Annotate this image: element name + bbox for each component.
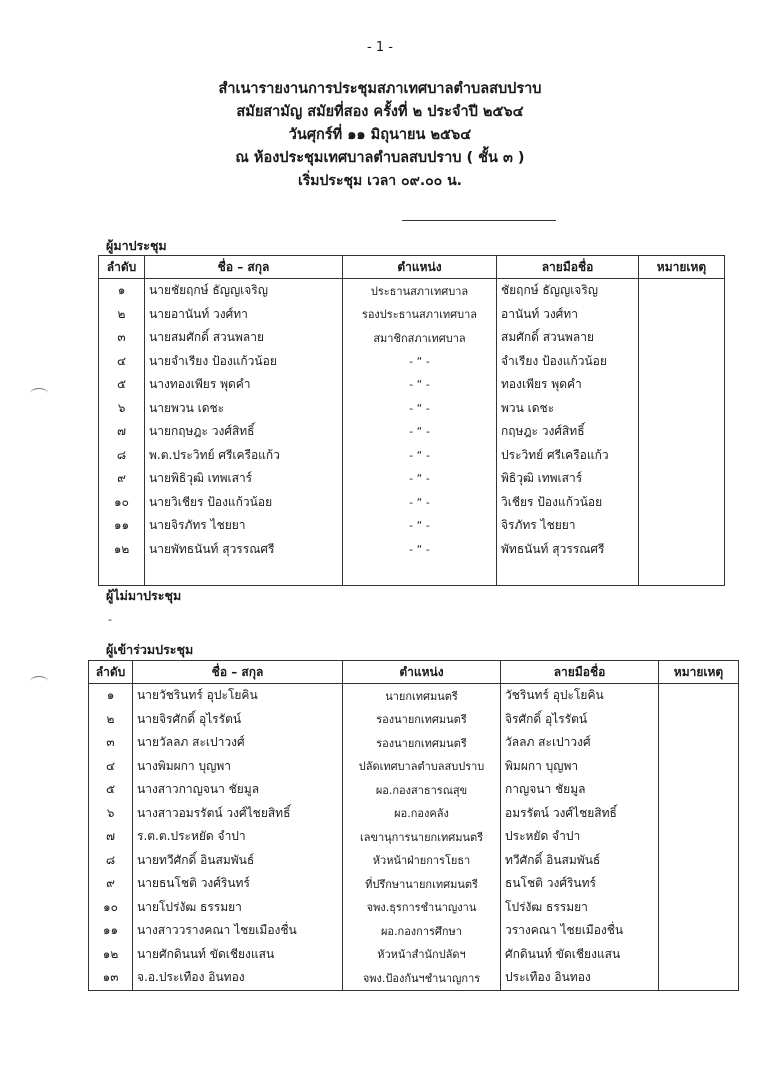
position-title-cell: - “ - xyxy=(343,397,497,421)
table-row xyxy=(89,755,739,779)
position-title-cell: - “ - xyxy=(343,350,497,374)
position-title-cell: ผอ.กองสาธารณสุข xyxy=(343,778,501,802)
position-title-cell: - “ - xyxy=(343,420,497,444)
remarks-cell xyxy=(659,802,739,826)
row-number-cell: ๘ xyxy=(99,444,145,468)
table-row xyxy=(89,966,739,990)
remarks-cell xyxy=(659,849,739,873)
column-header-number: ลำดับ xyxy=(89,661,133,684)
remarks-cell xyxy=(659,872,739,896)
table-row xyxy=(89,802,739,826)
remarks-cell xyxy=(659,966,739,990)
header-start-time: เริ่มประชุม เวลา ๐๙.๐๐ น. xyxy=(298,173,462,189)
remarks-cell xyxy=(659,755,739,779)
table-row xyxy=(99,467,725,491)
row-number-cell: ๘ xyxy=(89,849,133,873)
remarks-cell xyxy=(659,825,739,849)
person-name-cell: ร.ต.ต.ประหยัด จำปา xyxy=(133,825,343,849)
signature-cell: โปร่งัฒ ธรรมยา xyxy=(501,896,659,920)
signature-cell: จำเรียง ป้องแก้วน้อย xyxy=(497,350,639,374)
signature-cell: พวน เดชะ xyxy=(497,397,639,421)
signature-cell: อมรรัตน์ วงศ์ไชยสิทธิ์ xyxy=(501,802,659,826)
person-name-cell: นายชัยฤกษ์ ธัญญเจริญ xyxy=(145,279,343,303)
signature-cell: ศักดินนท์ ขัดเชียงแสน xyxy=(501,943,659,967)
person-name-cell: นางสาวกาญจนา ชัยมูล xyxy=(133,778,343,802)
remarks-cell xyxy=(659,684,739,708)
row-number-cell: ๕ xyxy=(99,373,145,397)
attendees-table xyxy=(98,255,725,586)
person-name-cell: นางสาววรางคณา ไชยเมืองชื่น xyxy=(133,919,343,943)
signature-cell: อานันท์ วงศ์ทา xyxy=(497,303,639,327)
remarks-cell xyxy=(639,444,725,468)
table-row xyxy=(89,731,739,755)
table-row xyxy=(89,919,739,943)
person-name-cell: นายจิรศักดิ์ อุไรรัตน์ xyxy=(133,708,343,732)
remarks-cell xyxy=(659,731,739,755)
table-row xyxy=(89,943,739,967)
table-row xyxy=(99,279,725,303)
position-title-cell: ผอ.กองการศึกษา xyxy=(343,919,501,943)
position-title-cell: ปลัดเทศบาลตำบลสบปราบ xyxy=(343,755,501,779)
position-title-cell: หัวหน้าฝ่ายการโยธา xyxy=(343,849,501,873)
signature-cell: วัลลภ สะเปาวงศ์ xyxy=(501,731,659,755)
row-number-cell: ๕ xyxy=(89,778,133,802)
remarks-cell xyxy=(639,326,725,350)
remarks-cell xyxy=(659,708,739,732)
position-title-cell: จพง.ธุรการชำนาญงาน xyxy=(343,896,501,920)
row-number-cell: ๔ xyxy=(89,755,133,779)
row-number-cell: ๓ xyxy=(89,731,133,755)
person-name-cell: นายวิเชียร ป้องแก้วน้อย xyxy=(145,491,343,515)
header-session: สมัยสามัญ สมัยที่สอง ครั้งที่ ๒ ประจำปี ๒๕๖๔ xyxy=(236,104,524,120)
table-row xyxy=(99,303,725,327)
remarks-cell xyxy=(659,919,739,943)
header-date: วันศุกร์ที่ ๑๑ มิถุนายน ๒๕๖๔ xyxy=(288,127,472,143)
blank-cell xyxy=(343,561,497,585)
row-number-cell: ๔ xyxy=(99,350,145,374)
person-name-cell: นายทวีศักดิ์ อินสมพันธ์ xyxy=(133,849,343,873)
person-name-cell: นายวัชรินทร์ อุปะโยคิน xyxy=(133,684,343,708)
row-number-cell: ๗ xyxy=(89,825,133,849)
position-title-cell: รองประธานสภาเทศบาล xyxy=(343,303,497,327)
position-title-cell: สมาชิกสภาเทศบาล xyxy=(343,326,497,350)
signature-cell: วิเชียร ป้องแก้วน้อย xyxy=(497,491,639,515)
table-header-row xyxy=(89,661,739,684)
person-name-cell: นายวัลลภ สะเปาวงศ์ xyxy=(133,731,343,755)
position-title-cell: เลขานุการนายกเทศมนตรี xyxy=(343,825,501,849)
person-name-cell: นายจิรภัทร ไชยยา xyxy=(145,514,343,538)
signature-cell: กฤษฎะ วงศ์สิทธิ์ xyxy=(497,420,639,444)
person-name-cell: นายพัทธนันท์ สุวรรณศรี xyxy=(145,538,343,562)
person-name-cell: นางสาวอมรรัตน์ วงศ์ไชยสิทธิ์ xyxy=(133,802,343,826)
table-row xyxy=(99,373,725,397)
table-row xyxy=(99,514,725,538)
row-number-cell: ๑๑ xyxy=(89,919,133,943)
column-header-remarks: หมายเหตุ xyxy=(659,661,739,684)
table-header-row xyxy=(99,256,725,279)
position-title-cell: รองนายกเทศมนตรี xyxy=(343,708,501,732)
participants-table xyxy=(88,660,739,991)
person-name-cell: จ.อ.ประเทือง อินทอง xyxy=(133,966,343,990)
table-row xyxy=(99,397,725,421)
table-row xyxy=(89,849,739,873)
header-divider xyxy=(402,220,556,221)
position-title-cell: - “ - xyxy=(343,491,497,515)
absent-entry: - xyxy=(108,613,112,626)
remarks-cell xyxy=(639,538,725,562)
table-row xyxy=(89,872,739,896)
signature-cell: จิรศักดิ์ อุไรรัตน์ xyxy=(501,708,659,732)
hole-punch-mark xyxy=(30,388,48,399)
remarks-cell xyxy=(639,467,725,491)
blank-cell xyxy=(639,561,725,585)
position-title-cell: ผอ.กองคลัง xyxy=(343,802,501,826)
person-name-cell: นายพวน เดชะ xyxy=(145,397,343,421)
person-name-cell: นายสมศักดิ์ สวนพลาย xyxy=(145,326,343,350)
row-number-cell: ๖ xyxy=(99,397,145,421)
signature-cell: จิรภัทร ไชยยา xyxy=(497,514,639,538)
hole-punch-mark xyxy=(30,676,48,687)
person-name-cell: นายศักดินนท์ ขัดเชียงแสน xyxy=(133,943,343,967)
signature-cell: ชัยฤกษ์ ธัญญเจริญ xyxy=(497,279,639,303)
row-number-cell: ๑ xyxy=(99,279,145,303)
person-name-cell: นางพิมผกา บุญพา xyxy=(133,755,343,779)
table-row xyxy=(89,684,739,708)
row-number-cell: ๙ xyxy=(99,467,145,491)
column-header-signature: ลายมือชื่อ xyxy=(501,661,659,684)
remarks-cell xyxy=(659,896,739,920)
person-name-cell: นายธนโชติ วงศ์รินทร์ xyxy=(133,872,343,896)
signature-cell: พิมผกา บุญพา xyxy=(501,755,659,779)
header-venue: ณ ห้องประชุมเทศบาลตำบลสบปราบ ( ชั้น ๓ ) xyxy=(235,150,525,166)
signature-cell: ประเทือง อินทอง xyxy=(501,966,659,990)
table-row-blank xyxy=(99,561,725,585)
position-title-cell: - “ - xyxy=(343,514,497,538)
remarks-cell xyxy=(639,397,725,421)
remarks-cell xyxy=(659,778,739,802)
signature-cell: วัชรินทร์ อุปะโยคิน xyxy=(501,684,659,708)
remarks-cell xyxy=(639,350,725,374)
row-number-cell: ๒ xyxy=(89,708,133,732)
blank-cell xyxy=(99,561,145,585)
signature-cell: กาญจนา ชัยมูล xyxy=(501,778,659,802)
table-row xyxy=(99,326,725,350)
row-number-cell: ๑๐ xyxy=(99,491,145,515)
position-title-cell: จพง.ป้องกันฯชำนาญการ xyxy=(343,966,501,990)
row-number-cell: ๑๒ xyxy=(89,943,133,967)
person-name-cell: นายอานันท์ วงศ์ทา xyxy=(145,303,343,327)
person-name-cell: นายจำเรียง ป้องแก้วน้อย xyxy=(145,350,343,374)
position-title-cell: - “ - xyxy=(343,467,497,491)
row-number-cell: ๑๓ xyxy=(89,966,133,990)
row-number-cell: ๒ xyxy=(99,303,145,327)
row-number-cell: ๗ xyxy=(99,420,145,444)
table-row xyxy=(89,825,739,849)
person-name-cell: พ.ต.ประวิทย์ ศรีเครือแก้ว xyxy=(145,444,343,468)
table-row xyxy=(99,491,725,515)
position-title-cell: ที่ปรึกษานายกเทศมนตรี xyxy=(343,872,501,896)
position-title-cell: - “ - xyxy=(343,538,497,562)
signature-cell: ประหยัด จำปา xyxy=(501,825,659,849)
column-header-name: ชื่อ – สกุล xyxy=(145,256,343,279)
table-row xyxy=(89,778,739,802)
page-number: - 1 - xyxy=(367,40,393,55)
table-row xyxy=(99,420,725,444)
table-row xyxy=(89,896,739,920)
blank-cell xyxy=(497,561,639,585)
person-name-cell: นางทองเพียร พุดคำ xyxy=(145,373,343,397)
row-number-cell: ๓ xyxy=(99,326,145,350)
signature-cell: วรางคณา ไชยเมืองชื่น xyxy=(501,919,659,943)
signature-cell: ประวิทย์ ศรีเครือแก้ว xyxy=(497,444,639,468)
signature-cell: ธนโชติ วงศ์รินทร์ xyxy=(501,872,659,896)
row-number-cell: ๑๐ xyxy=(89,896,133,920)
remarks-cell xyxy=(639,514,725,538)
remarks-cell xyxy=(639,420,725,444)
remarks-cell xyxy=(639,303,725,327)
person-name-cell: นายพิธิวุฒิ เทพเสาร์ xyxy=(145,467,343,491)
column-header-signature: ลายมือชื่อ xyxy=(497,256,639,279)
row-number-cell: ๑๑ xyxy=(99,514,145,538)
row-number-cell: ๖ xyxy=(89,802,133,826)
position-title-cell: - “ - xyxy=(343,444,497,468)
column-header-name: ชื่อ – สกุล xyxy=(133,661,343,684)
absent-label: ผู้ไม่มาประชุม xyxy=(106,588,182,603)
position-title-cell: นายกเทศมนตรี xyxy=(343,684,501,708)
person-name-cell: นายกฤษฎะ วงศ์สิทธิ์ xyxy=(145,420,343,444)
table-row xyxy=(99,444,725,468)
position-title-cell: ประธานสภาเทศบาล xyxy=(343,279,497,303)
signature-cell: พัทธนันท์ สุวรรณศรี xyxy=(497,538,639,562)
blank-cell xyxy=(145,561,343,585)
table-row xyxy=(99,538,725,562)
remarks-cell xyxy=(639,491,725,515)
row-number-cell: ๙ xyxy=(89,872,133,896)
column-header-remarks: หมายเหตุ xyxy=(639,256,725,279)
position-title-cell: - “ - xyxy=(343,373,497,397)
document-header xyxy=(0,78,760,193)
person-name-cell: นายโปร่งัฒ ธรรมยา xyxy=(133,896,343,920)
participants-label: ผู้เข้าร่วมประชุม xyxy=(106,642,194,657)
signature-cell: สมศักดิ์ สวนพลาย xyxy=(497,326,639,350)
remarks-cell xyxy=(639,373,725,397)
table-row xyxy=(89,708,739,732)
column-header-position: ตำแหน่ง xyxy=(343,256,497,279)
remarks-cell xyxy=(639,279,725,303)
signature-cell: พิธิวุฒิ เทพเสาร์ xyxy=(497,467,639,491)
position-title-cell: หัวหน้าสำนักปลัดฯ xyxy=(343,943,501,967)
column-header-number: ลำดับ xyxy=(99,256,145,279)
row-number-cell: ๑๒ xyxy=(99,538,145,562)
signature-cell: ทวีศักดิ์ อินสมพันธ์ xyxy=(501,849,659,873)
header-title: สำเนารายงานการประชุมสภาเทศบาลตำบลสบปราบ xyxy=(218,81,542,97)
table-row xyxy=(99,350,725,374)
column-header-position: ตำแหน่ง xyxy=(343,661,501,684)
attendees-label: ผู้มาประชุม xyxy=(106,238,167,253)
row-number-cell: ๑ xyxy=(89,684,133,708)
signature-cell: ทองเพียร พุดคำ xyxy=(497,373,639,397)
remarks-cell xyxy=(659,943,739,967)
position-title-cell: รองนายกเทศมนตรี xyxy=(343,731,501,755)
